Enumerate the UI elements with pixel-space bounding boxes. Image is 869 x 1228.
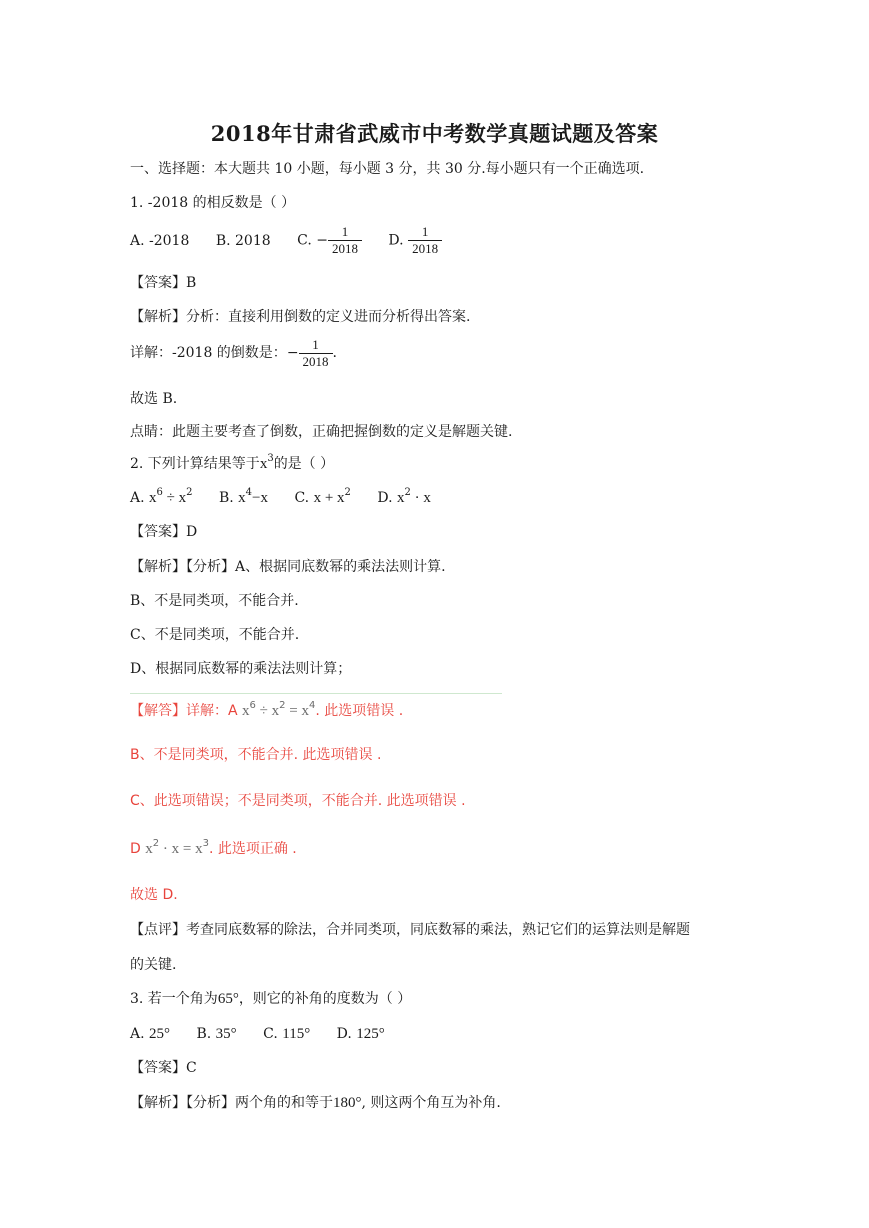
q1-option-d-label: D. xyxy=(388,232,404,249)
q2-stem-text: 2. 下列计算结果等于 xyxy=(130,456,260,472)
q1-choose: 故选 B. xyxy=(130,391,178,407)
q2-analysis-a: 【解析】【分析】A、根据同底数幂的乘法法则计算. xyxy=(130,559,446,575)
q1-detail-text: 详解：-2018 的倒数是： xyxy=(130,345,287,361)
q3-option-a xyxy=(130,1025,170,1043)
math-rest: · x xyxy=(410,490,431,506)
q2-stem-exponent: 3 xyxy=(267,453,274,464)
q2-solution-d xyxy=(130,840,297,860)
q2-option-c-label: C. xyxy=(294,490,310,506)
q3-stem-angle: 65° xyxy=(217,991,239,1007)
math-exponent: 2 xyxy=(152,838,160,849)
q3-option-c-label: C. xyxy=(263,1026,278,1042)
math-base: x xyxy=(178,490,187,506)
math-operator: ÷ xyxy=(162,490,179,506)
document-title: 2018年甘肃省武威市中考数学真题试题及答案 xyxy=(210,121,659,146)
q3-analysis-text: 【解析】【分析】两个角的和等于 xyxy=(130,1095,333,1111)
q3-option-a-value: 25° xyxy=(149,1026,171,1042)
math-exponent: 6 xyxy=(249,700,256,711)
q1-detail-sign: − xyxy=(286,345,299,361)
q3-analysis-suffix: , 则这两个角互为补角. xyxy=(361,1095,501,1111)
solution-text: . 此选项错误 . xyxy=(315,703,404,719)
q2-solution-choose: 故选 D. xyxy=(130,887,178,903)
q3-stem-text: 3. 若一个角为 xyxy=(130,991,218,1007)
q2-option-c xyxy=(294,489,350,509)
q1-options xyxy=(130,224,464,257)
fraction-denominator: 2018 xyxy=(412,241,439,256)
math-expression: = x xyxy=(285,703,309,719)
q2-stem-base: x xyxy=(259,456,268,472)
math-expression: · x = x xyxy=(159,841,203,857)
q1-option-d-fraction xyxy=(408,224,442,257)
q2-stem xyxy=(130,455,334,475)
math-exponent: 2 xyxy=(344,487,351,498)
math-base: x xyxy=(145,841,153,857)
math-expression: ÷ x xyxy=(255,703,280,719)
math-exponent: 2 xyxy=(404,487,411,498)
q1-detail-fraction xyxy=(299,337,333,370)
q3-option-d xyxy=(337,1025,385,1043)
q2-option-b-label: B. xyxy=(218,490,234,506)
math-exponent: 4 xyxy=(308,700,316,711)
q2-solution-b: B、不是同类项，不能合并. 此选项错误 . xyxy=(130,747,382,763)
fraction-numerator: 1 xyxy=(328,224,362,241)
q3-option-b-label: B. xyxy=(196,1026,212,1042)
q3-option-a-label: A. xyxy=(130,1026,145,1042)
math-exponent: 6 xyxy=(156,487,163,498)
fraction-denominator: 2018 xyxy=(331,241,358,256)
q2-option-b xyxy=(219,489,268,509)
q1-option-c xyxy=(297,224,362,257)
q2-option-d-label: D. xyxy=(377,490,393,506)
q1-option-a: A. -2018 xyxy=(130,232,190,249)
q1-stem: 1. -2018 的相反数是（ ） xyxy=(130,195,296,211)
q2-option-d xyxy=(377,489,431,509)
q3-option-b xyxy=(196,1025,236,1043)
math-base: x xyxy=(238,490,246,506)
q1-analysis: 【解析】分析：直接利用倒数的定义进而分析得出答案. xyxy=(130,309,471,325)
math-exponent: 2 xyxy=(186,487,193,498)
q3-option-c-value: 115° xyxy=(282,1026,311,1042)
q1-option-b: B. 2018 xyxy=(215,232,271,249)
math-base: x xyxy=(242,703,250,719)
solution-divider xyxy=(130,693,502,694)
math-exponent: 3 xyxy=(202,838,209,849)
q3-option-d-value: 125° xyxy=(356,1026,385,1042)
q3-answer: 【答案】C xyxy=(130,1060,197,1076)
fraction-denominator: 2018 xyxy=(302,353,329,369)
q2-options xyxy=(130,489,453,509)
math-expression: x + x xyxy=(313,490,345,506)
section-heading: 一、选择题：本大题共 10 小题，每小题 3 分，共 30 分.每小题只有一个正确选项. xyxy=(130,161,645,177)
math-base: x xyxy=(397,490,405,506)
math-base: x xyxy=(149,490,157,506)
fraction-numerator: 1 xyxy=(408,224,442,241)
q2-analysis-c: C、不是同类项，不能合并. xyxy=(130,627,300,643)
q3-analysis-angle: 180° xyxy=(333,1095,362,1111)
q2-review-line1: 【点评】考查同底数幂的除法，合并同类项，同底数幂的乘法，熟记它们的运算法则是解题 xyxy=(130,922,690,938)
q3-stem xyxy=(130,990,411,1008)
q1-detail-period: . xyxy=(332,345,337,361)
q1-option-c-fraction xyxy=(328,224,362,257)
q2-review-line2: 的关键. xyxy=(130,957,177,973)
q1-comment: 点睛：此题主要考查了倒数，正确把握倒数的定义是解题关键. xyxy=(130,424,513,440)
solution-text: D xyxy=(130,841,146,857)
q2-answer: 【答案】D xyxy=(130,524,198,540)
math-exponent: 2 xyxy=(279,700,286,711)
q2-option-a xyxy=(130,489,193,509)
q3-analysis xyxy=(130,1094,501,1112)
q2-solution-a xyxy=(130,702,403,722)
q3-option-d-label: D. xyxy=(336,1026,352,1042)
solution-text: . 此选项正确 . xyxy=(208,841,297,857)
math-rest: −x xyxy=(252,490,268,506)
q1-option-c-sign: − xyxy=(316,232,328,249)
math-exponent: 4 xyxy=(245,487,253,498)
q1-answer: 【答案】B xyxy=(130,275,197,291)
q1-option-c-label: C. xyxy=(297,232,312,249)
solution-text: 【解答】详解：A xyxy=(130,703,243,719)
q3-options xyxy=(130,1025,407,1043)
q3-option-c xyxy=(263,1025,310,1043)
q3-option-b-value: 35° xyxy=(215,1026,237,1042)
q2-solution-c: C、此选项错误；不是同类项，不能合并. 此选项错误 . xyxy=(130,793,466,809)
q2-analysis-d: D、根据同底数幂的乘法法则计算； xyxy=(130,661,352,677)
q3-stem-suffix: ，则它的补角的度数为（ ） xyxy=(238,991,412,1007)
q2-analysis-b: B、不是同类项，不能合并. xyxy=(130,593,299,609)
q2-stem-suffix: 的是（ ） xyxy=(273,456,335,472)
fraction-numerator: 1 xyxy=(299,337,333,354)
q2-option-a-label: A. xyxy=(130,490,145,506)
q1-detail xyxy=(130,336,337,370)
q1-option-d xyxy=(388,224,442,257)
